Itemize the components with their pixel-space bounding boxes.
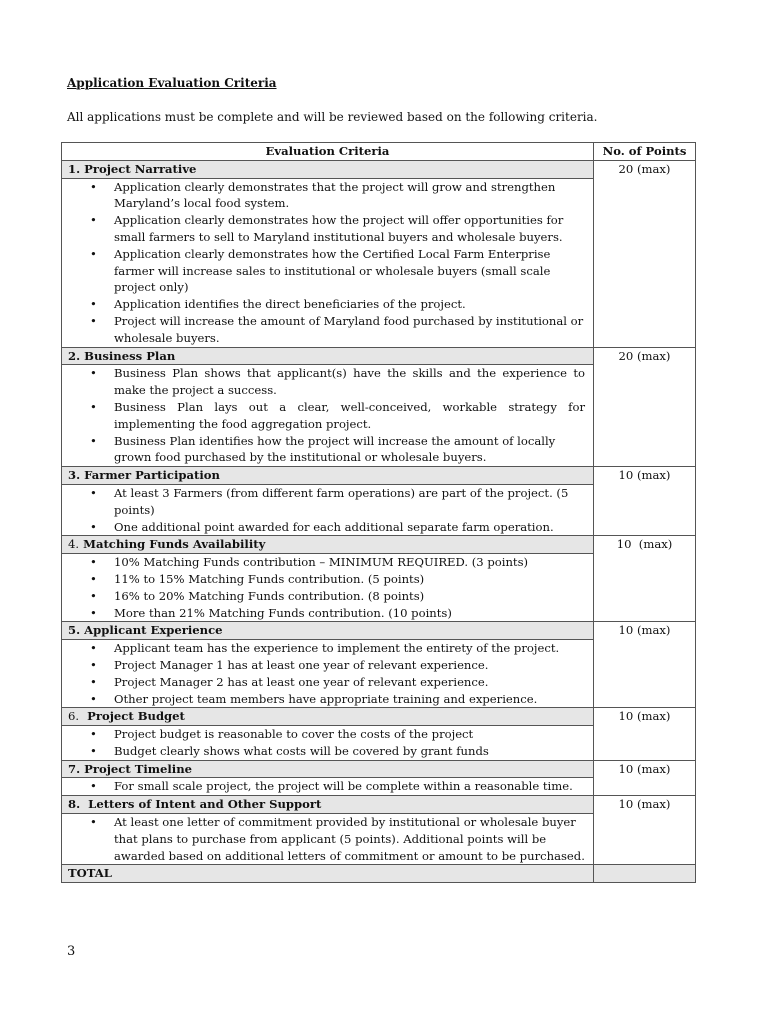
section-bullets-cell <box>62 554 594 622</box>
section-bullets-cell <box>62 778 594 796</box>
intro-text: All applications must be complete and will be reviewed based on the following criteria. <box>67 110 598 124</box>
section-bullets-cell <box>62 178 594 347</box>
section-row-farmer-participation <box>62 467 696 485</box>
total-points <box>594 865 696 883</box>
list-item: • More than 21% Matching Funds contribution. (10 points) <box>114 605 585 622</box>
bullet-list <box>62 640 593 707</box>
section-title-text: Project Budget <box>87 709 185 724</box>
list-item: • Application clearly demonstrates that the project will grow and strengthen Maryland’s local food system. <box>114 179 585 213</box>
section-title: 2. Business Plan <box>62 347 594 365</box>
section-title: 3. Farmer Participation <box>62 467 594 485</box>
section-title <box>62 708 594 726</box>
bullet-list <box>62 778 593 795</box>
criteria-column-header: Evaluation Criteria <box>62 143 594 161</box>
section-bullets-cell <box>62 640 594 708</box>
section-bullets-cell <box>62 365 594 467</box>
list-item: • At least 3 Farmers (from different farm operations) are part of the project. (5 points) <box>114 485 585 519</box>
list-item: • Budget clearly shows what costs will be covered by grant funds <box>114 743 585 760</box>
section-title: 5. Applicant Experience <box>62 622 594 640</box>
section-row-matching-funds <box>62 536 696 554</box>
section-row-project-timeline <box>62 760 696 778</box>
bullet-list <box>62 726 593 760</box>
evaluation-criteria-table <box>61 142 696 883</box>
list-item: • Project Manager 1 has at least one year of relevant experience. <box>114 657 585 674</box>
section-points: 10 (max) <box>594 622 696 708</box>
list-item: • At least one letter of commitment provided by institutional or wholesale buyer that plans to purchase from applicant (5 points). Additional points will be awarded based on additional letters of commitment or amount to be purchased. <box>114 814 585 864</box>
section-bullets-cell <box>62 814 594 865</box>
section-row-letters-of-intent <box>62 796 696 814</box>
list-item: • Business Plan identifies how the project will increase the amount of locally grown food purchased by the institutional or wholesale buyers. <box>114 433 585 467</box>
list-item: • 10% Matching Funds contribution – MINIMUM REQUIRED. (3 points) <box>114 554 585 571</box>
section-points: 10 (max) <box>594 796 696 865</box>
section-title: 1. Project Narrative <box>62 160 594 178</box>
section-row-project-narrative <box>62 160 696 178</box>
total-row <box>62 865 696 883</box>
section-title <box>62 536 594 554</box>
list-item: • Project budget is reasonable to cover the costs of the project <box>114 726 585 743</box>
section-points: 10 (max) <box>594 708 696 760</box>
section-title: 8. Letters of Intent and Other Support <box>62 796 594 814</box>
bullet-list <box>62 485 593 535</box>
list-item: • Other project team members have appropriate training and experience. <box>114 691 585 708</box>
bullet-list <box>62 179 593 347</box>
list-item: • One additional point awarded for each additional separate farm operation. <box>114 519 585 536</box>
bullet-list <box>62 814 593 864</box>
list-item: • Business Plan shows that applicant(s) have the skills and the experience to make the project a success. <box>114 365 585 399</box>
section-points: 10 (max) <box>594 467 696 536</box>
bullet-list <box>62 554 593 621</box>
list-item: • For small scale project, the project will be complete within a reasonable time. <box>114 778 585 795</box>
section-row-project-budget <box>62 708 696 726</box>
section-bullets-cell <box>62 484 594 535</box>
section-number: 6. <box>68 709 80 724</box>
section-row-business-plan <box>62 347 696 365</box>
section-title: 7. Project Timeline <box>62 760 594 778</box>
section-bullets-cell <box>62 726 594 761</box>
section-title-text: Matching Funds Availability <box>83 537 266 552</box>
section-points: 20 (max) <box>594 347 696 467</box>
page-number: 3 <box>67 944 76 959</box>
table-header-row <box>62 143 696 161</box>
list-item: • Application clearly demonstrates how the Certified Local Farm Enterprise farmer will increase sales to institutional or wholesale buyers (small scale project only) <box>114 246 585 296</box>
list-item: • 16% to 20% Matching Funds contribution. (8 points) <box>114 588 585 605</box>
points-column-header: No. of Points <box>594 143 696 161</box>
total-label: TOTAL <box>62 865 594 883</box>
section-points: 10 (max) <box>594 536 696 622</box>
section-points: 10 (max) <box>594 760 696 796</box>
bullet-list <box>62 365 593 466</box>
section-row-applicant-experience <box>62 622 696 640</box>
list-item: • Application identifies the direct beneficiaries of the project. <box>114 296 585 313</box>
section-points: 20 (max) <box>594 160 696 347</box>
list-item: • 11% to 15% Matching Funds contribution. (5 points) <box>114 571 585 588</box>
list-item: • Project Manager 2 has at least one year of relevant experience. <box>114 674 585 691</box>
list-item: • Applicant team has the experience to implement the entirety of the project. <box>114 640 585 657</box>
list-item: • Application clearly demonstrates how the project will offer opportunities for small farmers to sell to Maryland institutional buyers and wholesale buyers. <box>114 212 585 246</box>
list-item: • Business Plan lays out a clear, well-conceived, workable strategy for implementing the food aggregation project. <box>114 399 585 433</box>
list-item: • Project will increase the amount of Maryland food purchased by institutional or wholesale buyers. <box>114 313 585 347</box>
page-heading: Application Evaluation Criteria <box>67 76 277 90</box>
section-number: 4. <box>68 537 80 552</box>
